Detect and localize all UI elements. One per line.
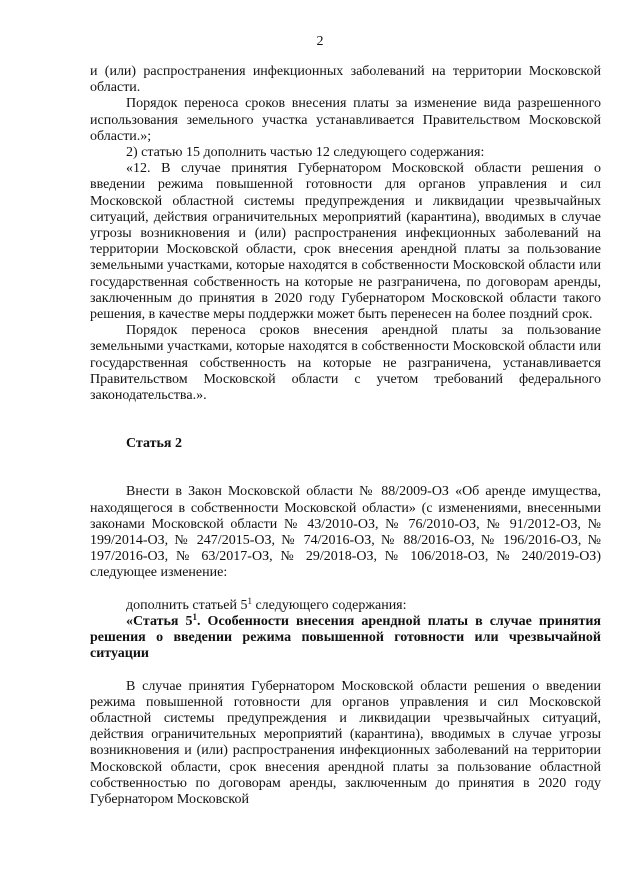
paragraph-article-5-1-body: В случае принятия Губернатором Московской области решения о введении режима повышенной готовности для органов управления и сил Московской областной системы предупреждения и ликвидации чрезвычайных ситуаций, действия ограничительных мероприятий (карантина), вводимых в случае угрозы возникновения и (или) распространения инфекционных заболеваний на территории Московской области, срок внесения арендной платы за пользование областной собственностью по договорам аренды, заключенным до принятия в 2020 году Губернатором Московской <box>90 678 601 807</box>
paragraph-transfer-order: Порядок переноса сроков внесения платы за изменение вида разрешенного использования земельного участка устанавливается Правительством Московской области.»; <box>90 96 601 144</box>
spacer <box>90 420 601 436</box>
superscript: 1 <box>247 595 252 606</box>
article-5-1-title-end: . Особенности внесения арендной платы в случае принятия решения о введении режима повышенной готовности или чрезвычайной ситуации <box>90 613 602 662</box>
add-article-text: дополнить статьей 5 <box>126 597 248 613</box>
spacer <box>90 404 601 420</box>
paragraph-rent-transfer-order: Порядок переноса сроков внесения арендной платы за пользование земельными участками, которые находятся в собственности Московской области или государственная собственность на которые не разграничена, устанавливается Правительством Московской области с учетом требований федерального законодательства.». <box>90 323 601 404</box>
spacer <box>90 582 601 598</box>
article-heading: Статья 2 <box>126 436 182 452</box>
spacer <box>90 468 601 484</box>
article-5-1-title <box>90 611 602 663</box>
superscript: 1 <box>192 611 198 622</box>
document-body <box>90 64 601 808</box>
article-5-1-title-start: «Статья 5 <box>126 613 193 629</box>
add-article-text-end: следующего содержания: <box>251 597 407 613</box>
paragraph-part-12: «12. В случае принятия Губернатором Московской области решения о введении режима повышенной готовности для органов управления и сил Московской областной системы предупреждения и ликвидации чрезвычайных ситуаций, действия ограничительных мероприятий (карантина), вводимых в случае угрозы возникновения и (или) распространения инфекционных заболеваний на территории Московской области, срок внесения арендной платы за пользование земельными участками, которые находятся в собственности Московской области или государственная собственность на которые не разграничена, по договорам аренды, заключенным до принятия в 2020 году Губернатором Московской области такого решения, в качестве меры поддержки может быть перенесен на более поздний срок. <box>90 161 601 323</box>
paragraph-continuation: и (или) распространения инфекционных заболеваний на территории Московской области. <box>90 64 601 96</box>
spacer <box>90 452 601 468</box>
paragraph-add-article <box>90 595 601 614</box>
spacer <box>90 663 601 679</box>
paragraph-law-amendment: Внести в Закон Московской области № 88/2009-ОЗ «Об аренде имущества, находящегося в собственности Московской области» (с изменениями, внесенными законами Московской области № 43/2010-ОЗ, № 76/2010-ОЗ, № 91/2012-ОЗ, № 199/2014-ОЗ, № 247/2015-ОЗ, № 74/2016-ОЗ, № 88/2016-ОЗ, № 196/2016-ОЗ, № 197/2016-ОЗ, № 63/2017-ОЗ, № 29/2018-ОЗ, № 106/2018-ОЗ, № 240/2019-ОЗ) следующее изменение: <box>90 484 601 581</box>
paragraph-article-15-amendment: 2) статью 15 дополнить частью 12 следующего содержания: <box>126 145 485 161</box>
page-number: 2 <box>316 34 324 49</box>
